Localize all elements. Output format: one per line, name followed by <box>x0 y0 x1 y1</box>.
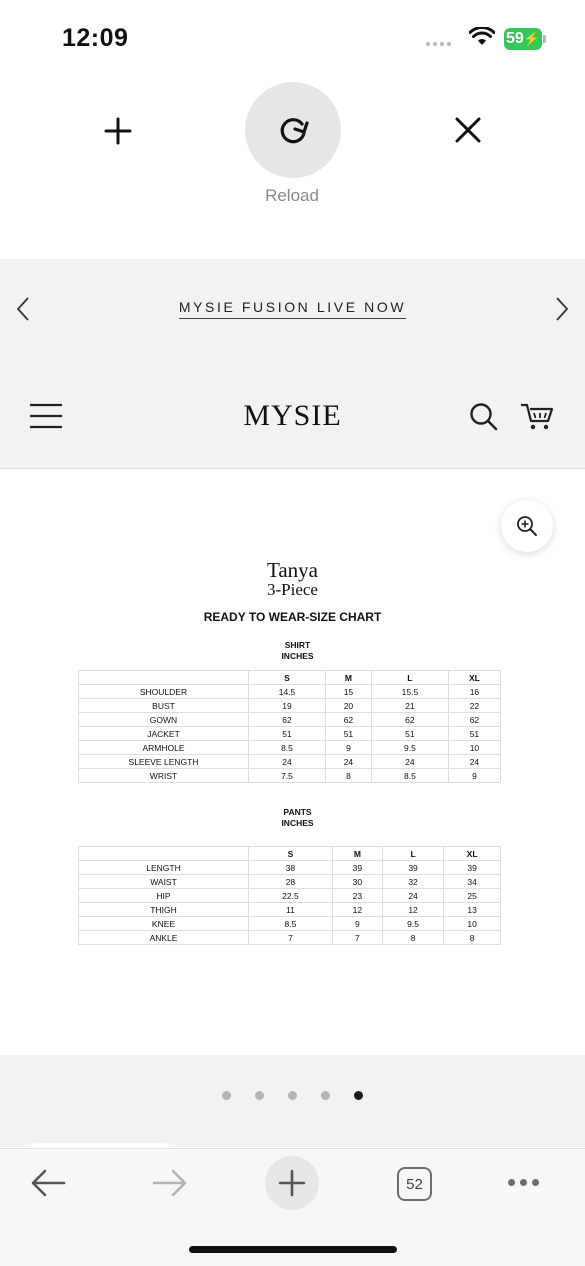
table-cell: 21 <box>371 699 448 713</box>
new-tab-button[interactable] <box>265 1156 319 1210</box>
new-tab-icon <box>278 1169 306 1197</box>
row-label: GOWN <box>79 713 249 727</box>
carousel-dot-1[interactable] <box>222 1091 231 1100</box>
table-header-cell: L <box>371 671 448 685</box>
pants-size-table <box>78 846 501 945</box>
carousel-dot-5-active[interactable] <box>354 1091 363 1100</box>
table-cell: 8.5 <box>249 917 333 931</box>
table-header-cell <box>79 671 249 685</box>
table-cell: 51 <box>448 727 500 741</box>
table-row <box>79 685 501 699</box>
battery-level: 59 <box>506 30 524 47</box>
cellular-signal-icon <box>426 42 451 46</box>
wifi-icon <box>469 27 495 47</box>
row-label: WRIST <box>79 769 249 783</box>
table-header-row <box>79 847 501 861</box>
pants-unit: INCHES <box>281 818 314 828</box>
product-image-size-chart[interactable] <box>0 470 585 1055</box>
table-cell: 24 <box>382 889 443 903</box>
table-cell: 9 <box>448 769 500 783</box>
browser-bottom-toolbar <box>0 1148 585 1266</box>
row-label: THIGH <box>79 903 249 917</box>
table-row <box>79 861 501 875</box>
shirt-size-table <box>78 670 501 783</box>
table-cell: 12 <box>332 903 382 917</box>
row-label: SHOULDER <box>79 685 249 699</box>
plus-icon <box>104 117 132 145</box>
carousel-dot-3[interactable] <box>288 1091 297 1100</box>
table-cell: 16 <box>448 685 500 699</box>
plus-button[interactable] <box>98 111 138 151</box>
table-cell: 10 <box>448 741 500 755</box>
table-cell: 38 <box>249 861 333 875</box>
announcement-link[interactable]: MYSIE FUSION LIVE NOW <box>0 299 585 315</box>
battery-indicator <box>504 28 542 50</box>
carousel-dot-2[interactable] <box>255 1091 264 1100</box>
table-header-cell: S <box>249 671 326 685</box>
charging-icon: ⚡ <box>523 31 540 46</box>
table-header-cell: M <box>332 847 382 861</box>
table-cell: 12 <box>382 903 443 917</box>
table-header-cell: L <box>382 847 443 861</box>
row-label: KNEE <box>79 917 249 931</box>
table-cell: 9 <box>325 741 371 755</box>
table-cell: 7 <box>332 931 382 945</box>
table-cell: 15 <box>325 685 371 699</box>
site-header <box>0 359 585 469</box>
table-cell: 51 <box>325 727 371 741</box>
row-label: ANKLE <box>79 931 249 945</box>
chevron-right-icon[interactable] <box>553 295 571 323</box>
table-header-cell: M <box>325 671 371 685</box>
table-row <box>79 699 501 713</box>
table-cell: 39 <box>444 861 501 875</box>
site-logo[interactable]: MYSIE <box>243 399 342 432</box>
carousel-dot-4[interactable] <box>321 1091 330 1100</box>
status-time: 12:09 <box>62 24 129 52</box>
table-cell: 28 <box>249 875 333 889</box>
close-button[interactable] <box>448 110 488 150</box>
pants-label: PANTS <box>283 807 312 817</box>
table-cell: 25 <box>444 889 501 903</box>
row-label: HIP <box>79 889 249 903</box>
table-cell: 30 <box>332 875 382 889</box>
table-cell: 62 <box>448 713 500 727</box>
table-row <box>79 727 501 741</box>
table-cell: 10 <box>444 917 501 931</box>
search-icon[interactable] <box>469 402 499 432</box>
row-label: JACKET <box>79 727 249 741</box>
table-row <box>79 889 501 903</box>
table-header-cell <box>79 847 249 861</box>
table-header-row <box>79 671 501 685</box>
table-cell: 15.5 <box>371 685 448 699</box>
table-cell: 8.5 <box>249 741 326 755</box>
shirt-section-title <box>0 640 585 662</box>
table-header-cell: S <box>249 847 333 861</box>
table-row <box>79 755 501 769</box>
chart-subtitle: 3-Piece <box>267 580 318 599</box>
table-cell: 24 <box>448 755 500 769</box>
table-row <box>79 713 501 727</box>
more-icon[interactable] <box>508 1179 539 1186</box>
reload-label: Reload <box>265 186 319 205</box>
table-cell: 51 <box>371 727 448 741</box>
carousel-dots <box>0 1091 585 1100</box>
table-cell: 24 <box>249 755 326 769</box>
browser-top-actions <box>0 80 585 260</box>
table-cell: 8 <box>325 769 371 783</box>
table-cell: 14.5 <box>249 685 326 699</box>
row-label: ARMHOLE <box>79 741 249 755</box>
battery-cap <box>543 35 546 43</box>
table-cell: 62 <box>371 713 448 727</box>
table-cell: 51 <box>249 727 326 741</box>
table-cell: 39 <box>332 861 382 875</box>
table-row <box>79 903 501 917</box>
table-cell: 8.5 <box>371 769 448 783</box>
table-cell: 9 <box>332 917 382 931</box>
zoom-button[interactable] <box>501 500 553 552</box>
status-bar <box>0 0 585 80</box>
row-label: LENGTH <box>79 861 249 875</box>
table-header-cell: XL <box>444 847 501 861</box>
table-cell: 22 <box>448 699 500 713</box>
table-row <box>79 875 501 889</box>
table-cell: 62 <box>325 713 371 727</box>
table-cell: 7 <box>249 931 333 945</box>
table-cell: 8 <box>382 931 443 945</box>
pants-section-title <box>0 807 585 829</box>
reload-icon <box>275 112 311 148</box>
table-cell: 19 <box>249 699 326 713</box>
announcement-bar <box>0 259 585 359</box>
cart-icon[interactable] <box>520 402 556 432</box>
table-cell: 11 <box>249 903 333 917</box>
home-indicator <box>189 1246 397 1253</box>
row-label: SLEEVE LENGTH <box>79 755 249 769</box>
table-cell: 32 <box>382 875 443 889</box>
table-row <box>79 917 501 931</box>
close-icon <box>454 116 482 144</box>
table-cell: 62 <box>249 713 326 727</box>
table-cell: 24 <box>371 755 448 769</box>
chart-heading: READY TO WEAR-SIZE CHART <box>203 610 382 624</box>
forward-arrow-icon[interactable] <box>152 1168 188 1198</box>
reload-button[interactable] <box>245 82 341 178</box>
tab-count-button[interactable]: 52 <box>397 1167 432 1201</box>
table-cell: 7.5 <box>249 769 326 783</box>
table-cell: 24 <box>325 755 371 769</box>
table-cell: 13 <box>444 903 501 917</box>
table-cell: 34 <box>444 875 501 889</box>
table-row <box>79 741 501 755</box>
table-cell: 9.5 <box>371 741 448 755</box>
row-label: BUST <box>79 699 249 713</box>
row-label: WAIST <box>79 875 249 889</box>
shirt-unit: INCHES <box>281 651 314 661</box>
table-header-cell: XL <box>448 671 500 685</box>
table-cell: 39 <box>382 861 443 875</box>
table-row <box>79 931 501 945</box>
back-arrow-icon[interactable] <box>30 1168 66 1198</box>
chart-title: Tanya <box>266 558 318 582</box>
table-cell: 22.5 <box>249 889 333 903</box>
table-cell: 9.5 <box>382 917 443 931</box>
zoom-in-icon <box>516 515 538 537</box>
table-cell: 23 <box>332 889 382 903</box>
table-row <box>79 769 501 783</box>
table-cell: 8 <box>444 931 501 945</box>
carousel-pagination <box>0 1055 585 1147</box>
table-cell: 20 <box>325 699 371 713</box>
shirt-label: SHIRT <box>284 640 311 650</box>
